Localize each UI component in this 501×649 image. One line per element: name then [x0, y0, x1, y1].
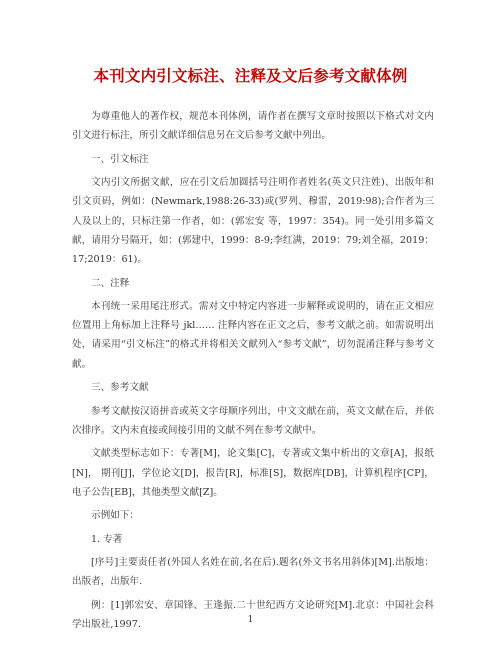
examples-heading: 示例如下：: [91, 510, 139, 522]
document-title: 本刊文内引文标注、注释及文后参考文献体例: [93, 67, 408, 85]
citation-paragraph: 文内引文所据文献，应在引文后加圆括号注明作者姓名(英文只注姓)、出版年和引文页码，例如：(Newmark,1988:26-33)或(罗列、穆雷，2019:98);合作者为三人及以上的，只标注第一作者，如：(郭宏安 等，1997：354)。同一处引用多篇文献，请用分号隔开，如：(郭建中，1999：8-9;李红满，2019：79;刘全福，2019：17;2019：61)。: [72, 177, 434, 266]
intro-paragraph: 为尊重他人的著作权，规范本刊体例，请作者在撰写文章时按照以下格式对文内引文进行标注，所引文献详细信息另在文后参考文献中列出。: [72, 111, 434, 142]
monograph-example-paragraph: 例：[1]郭宏安、章国锋、王逢振.二十世纪西方文论研究[M].北京：中国社会科学出版社,1997.: [72, 599, 434, 631]
document-body: [72, 107, 434, 639]
page-number: 1: [247, 615, 254, 625]
monograph-format-paragraph: [序号]主要责任者(外国人名姓在前,名在后).题名(外文书名用斜体)[M].出版地：出版者，出版年.: [72, 557, 434, 588]
section-heading-references: 三、参考文献: [91, 382, 149, 394]
section-heading-notes: 二、注释: [91, 277, 130, 289]
document-types-paragraph: 文献类型标志如下：专著[M]，论文集[C]，专著或文集中析出的文章[A]，报纸[N]， 期刊[J]，学位论文[D]，报告[R]，标准[S]，数据库[DB]，计算机程序[CP]，电子公告[EB]，其他类型文献[Z]。: [72, 448, 434, 498]
monograph-heading: 1. 专著: [91, 533, 123, 545]
references-paragraph: 参考文献按汉语拼音或英文字母顺序列出，中文文献在前，英文文献在后，并依次排序。文内未直接或间接引用的文献不列在参考文献中。: [72, 405, 434, 436]
section-heading-citation: 一、引文标注: [91, 153, 149, 165]
notes-paragraph: 本刊统一采用尾注形式。需对文中特定内容进一步解释或说明的，请在正文相应位置用上角标加上注释号 jkl…… 注释内容在正文之后，参考文献之前。如需说明出处，请采用“引文标注”的格式并将相关文献列入“参考文献”，切勿混淆注释与参考文献。: [72, 301, 434, 370]
